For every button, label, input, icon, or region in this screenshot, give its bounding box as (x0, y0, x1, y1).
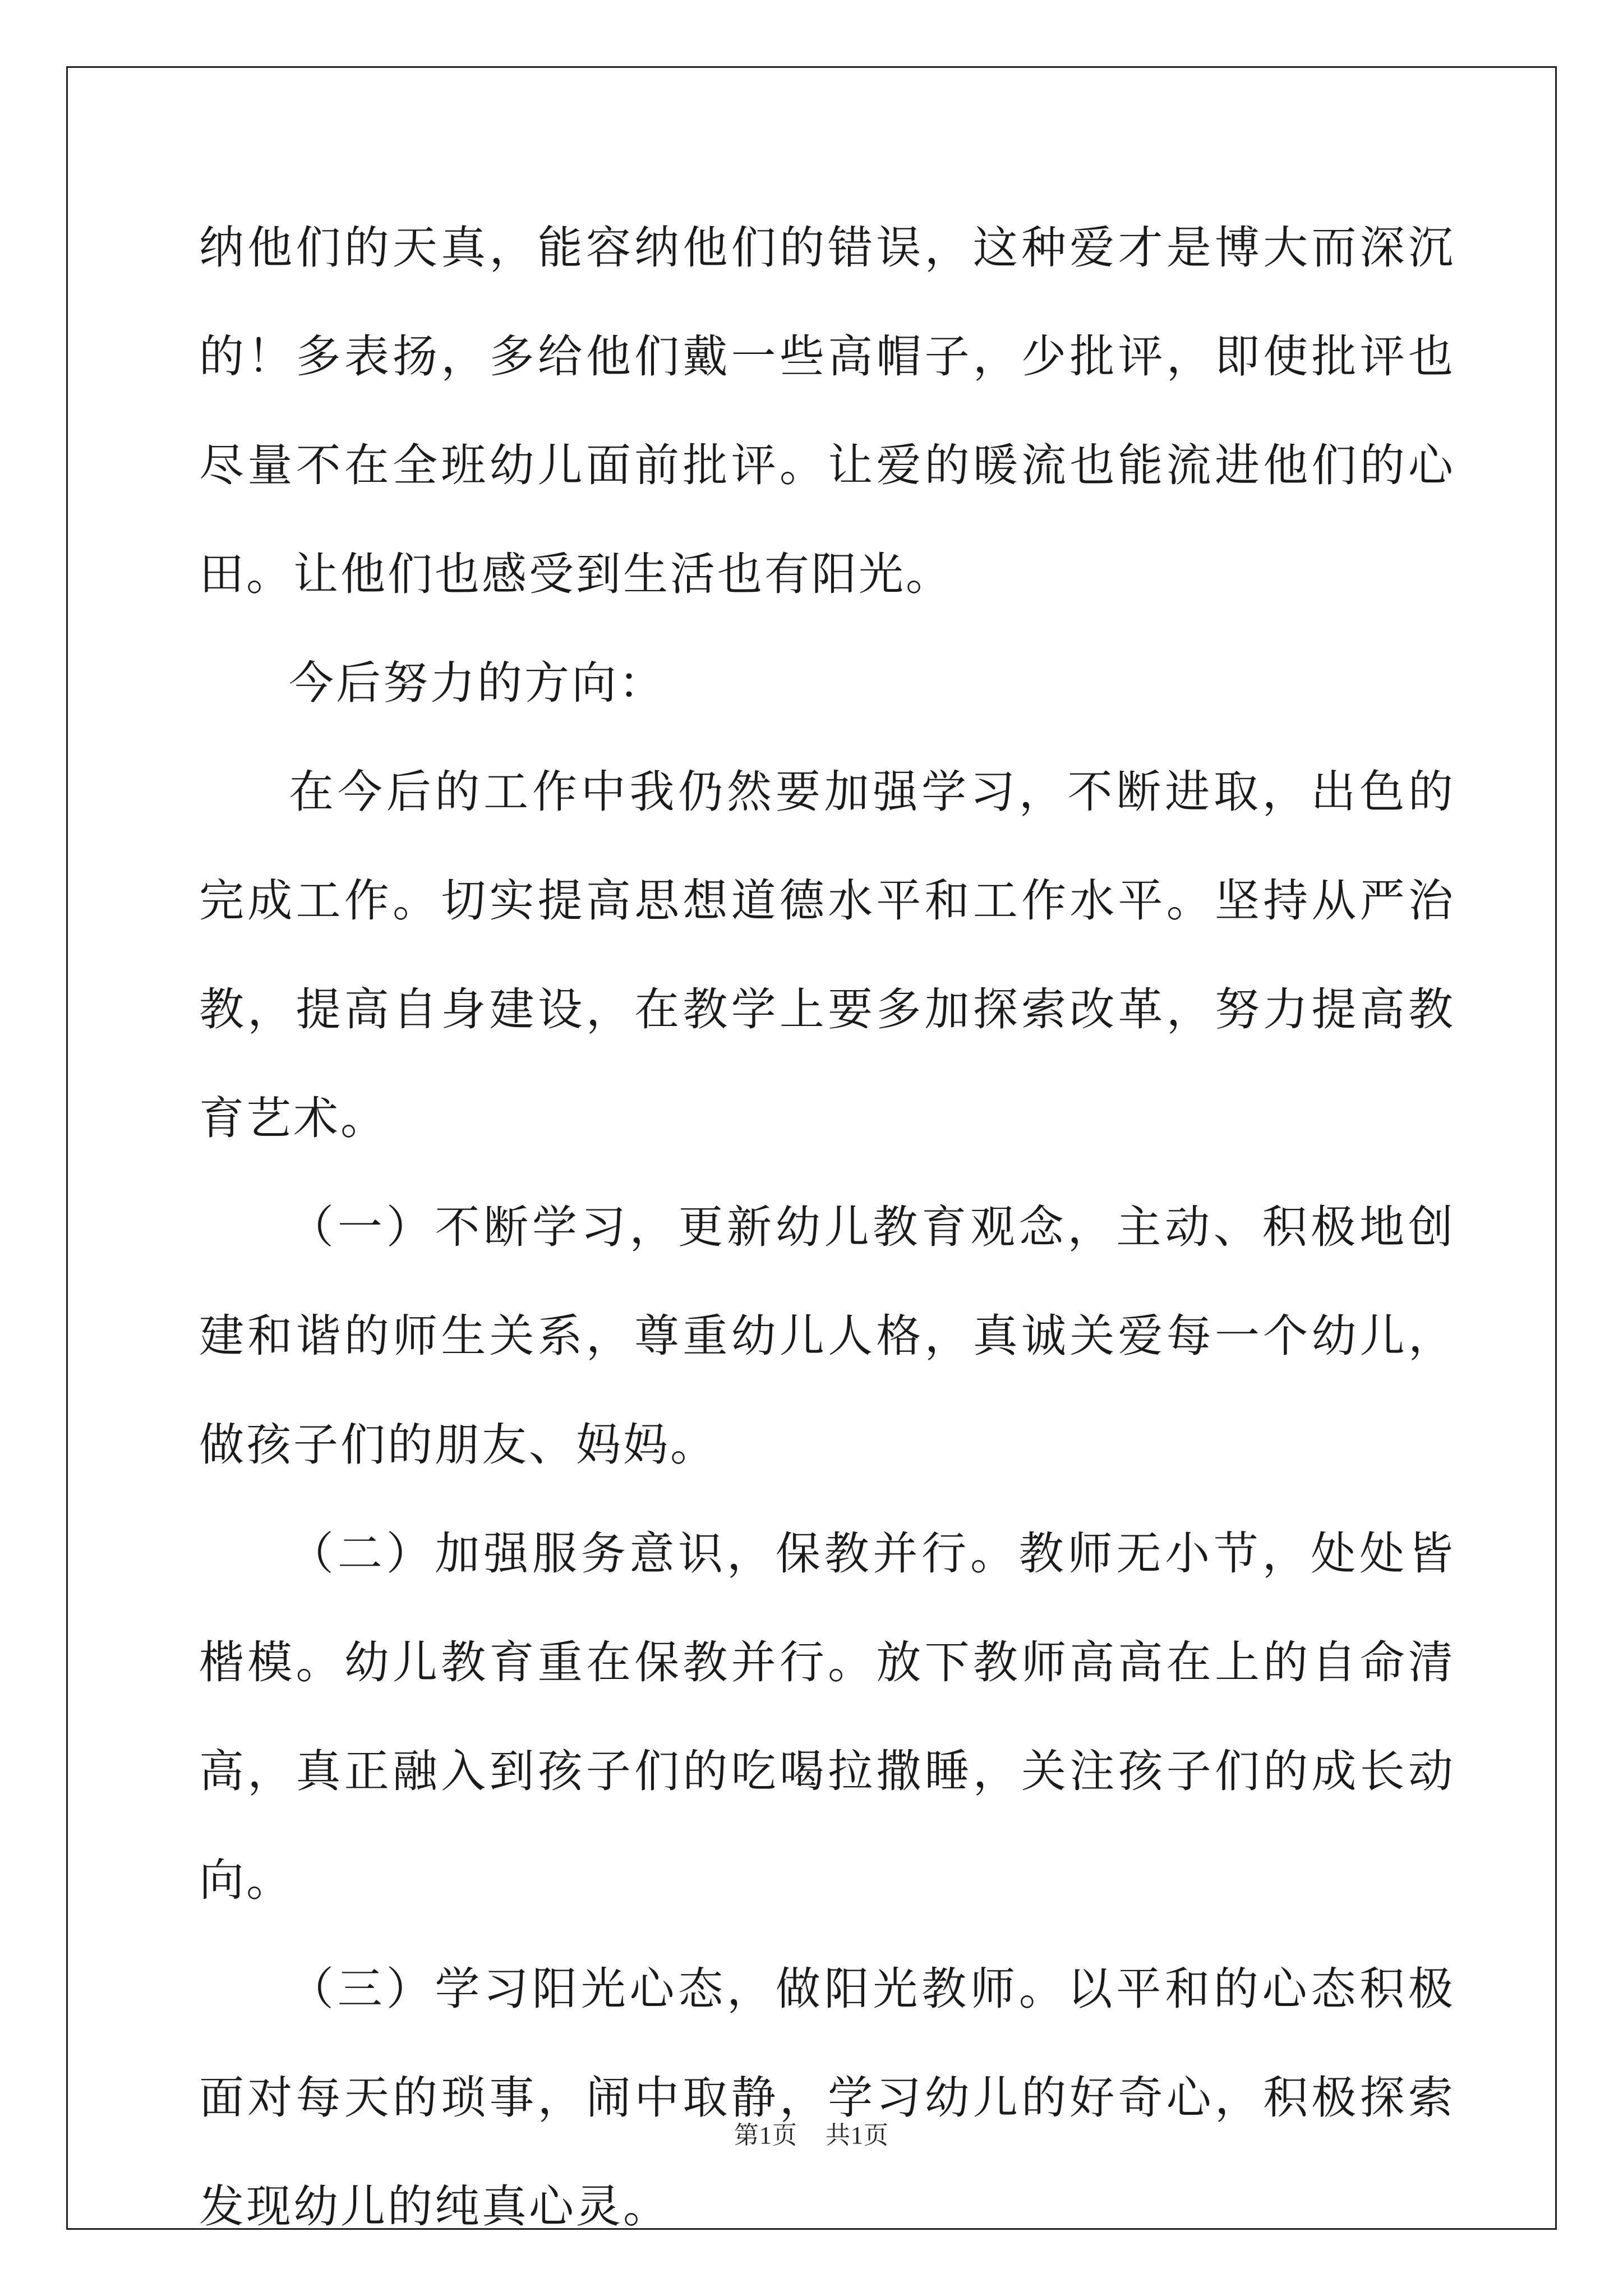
page-number: 第1页 (734, 2122, 797, 2149)
paragraph-4: （一）不断学习，更新幼儿教育观念，主动、积极地创建和谐的师生关系，尊重幼儿人格，真诚关爱每一个幼儿，做孩子们的朋友、妈妈。 (199, 1201, 1455, 1471)
paragraph-1: 纳他们的天真，能容纳他们的错误，这种爱才是博大而深沉的！多表扬，多给他们戴一些高帽子，少批评，即使批评也尽量不在全班幼儿面前批评。让爱的暖流也能流进他们的心田。让他们也感受到生活也有阳光。 (199, 222, 1455, 600)
paragraph-5: （二）加强服务意识，保教并行。教师无小节，处处皆楷模。幼儿教育重在保教并行。放下教师高高在上的自命清高，真正融入到孩子们的吃喝拉撒睡，关注孩子们的成长动向。 (199, 1527, 1455, 1906)
paragraph-2: 今后努力的方向： (289, 657, 666, 709)
paragraph-3: 在今后的工作中我仍然要加强学习，不断进取，出色的完成工作。切实提高思想道德水平和工作水平。坚持从严治教，提高自身建设，在教学上要多加探索改革，努力提高教育艺术。 (199, 766, 1455, 1144)
paragraph-6: （三）学习阳光心态，做阳光教师。以平和的心态积极面对每天的琐事，闹中取静，学习幼儿的好奇心，积极探索发现幼儿的纯真心灵。 (199, 1963, 1455, 2233)
page-total: 共1页 (826, 2122, 889, 2149)
page-footer (0, 2115, 1623, 2151)
document-body (199, 194, 1455, 2261)
